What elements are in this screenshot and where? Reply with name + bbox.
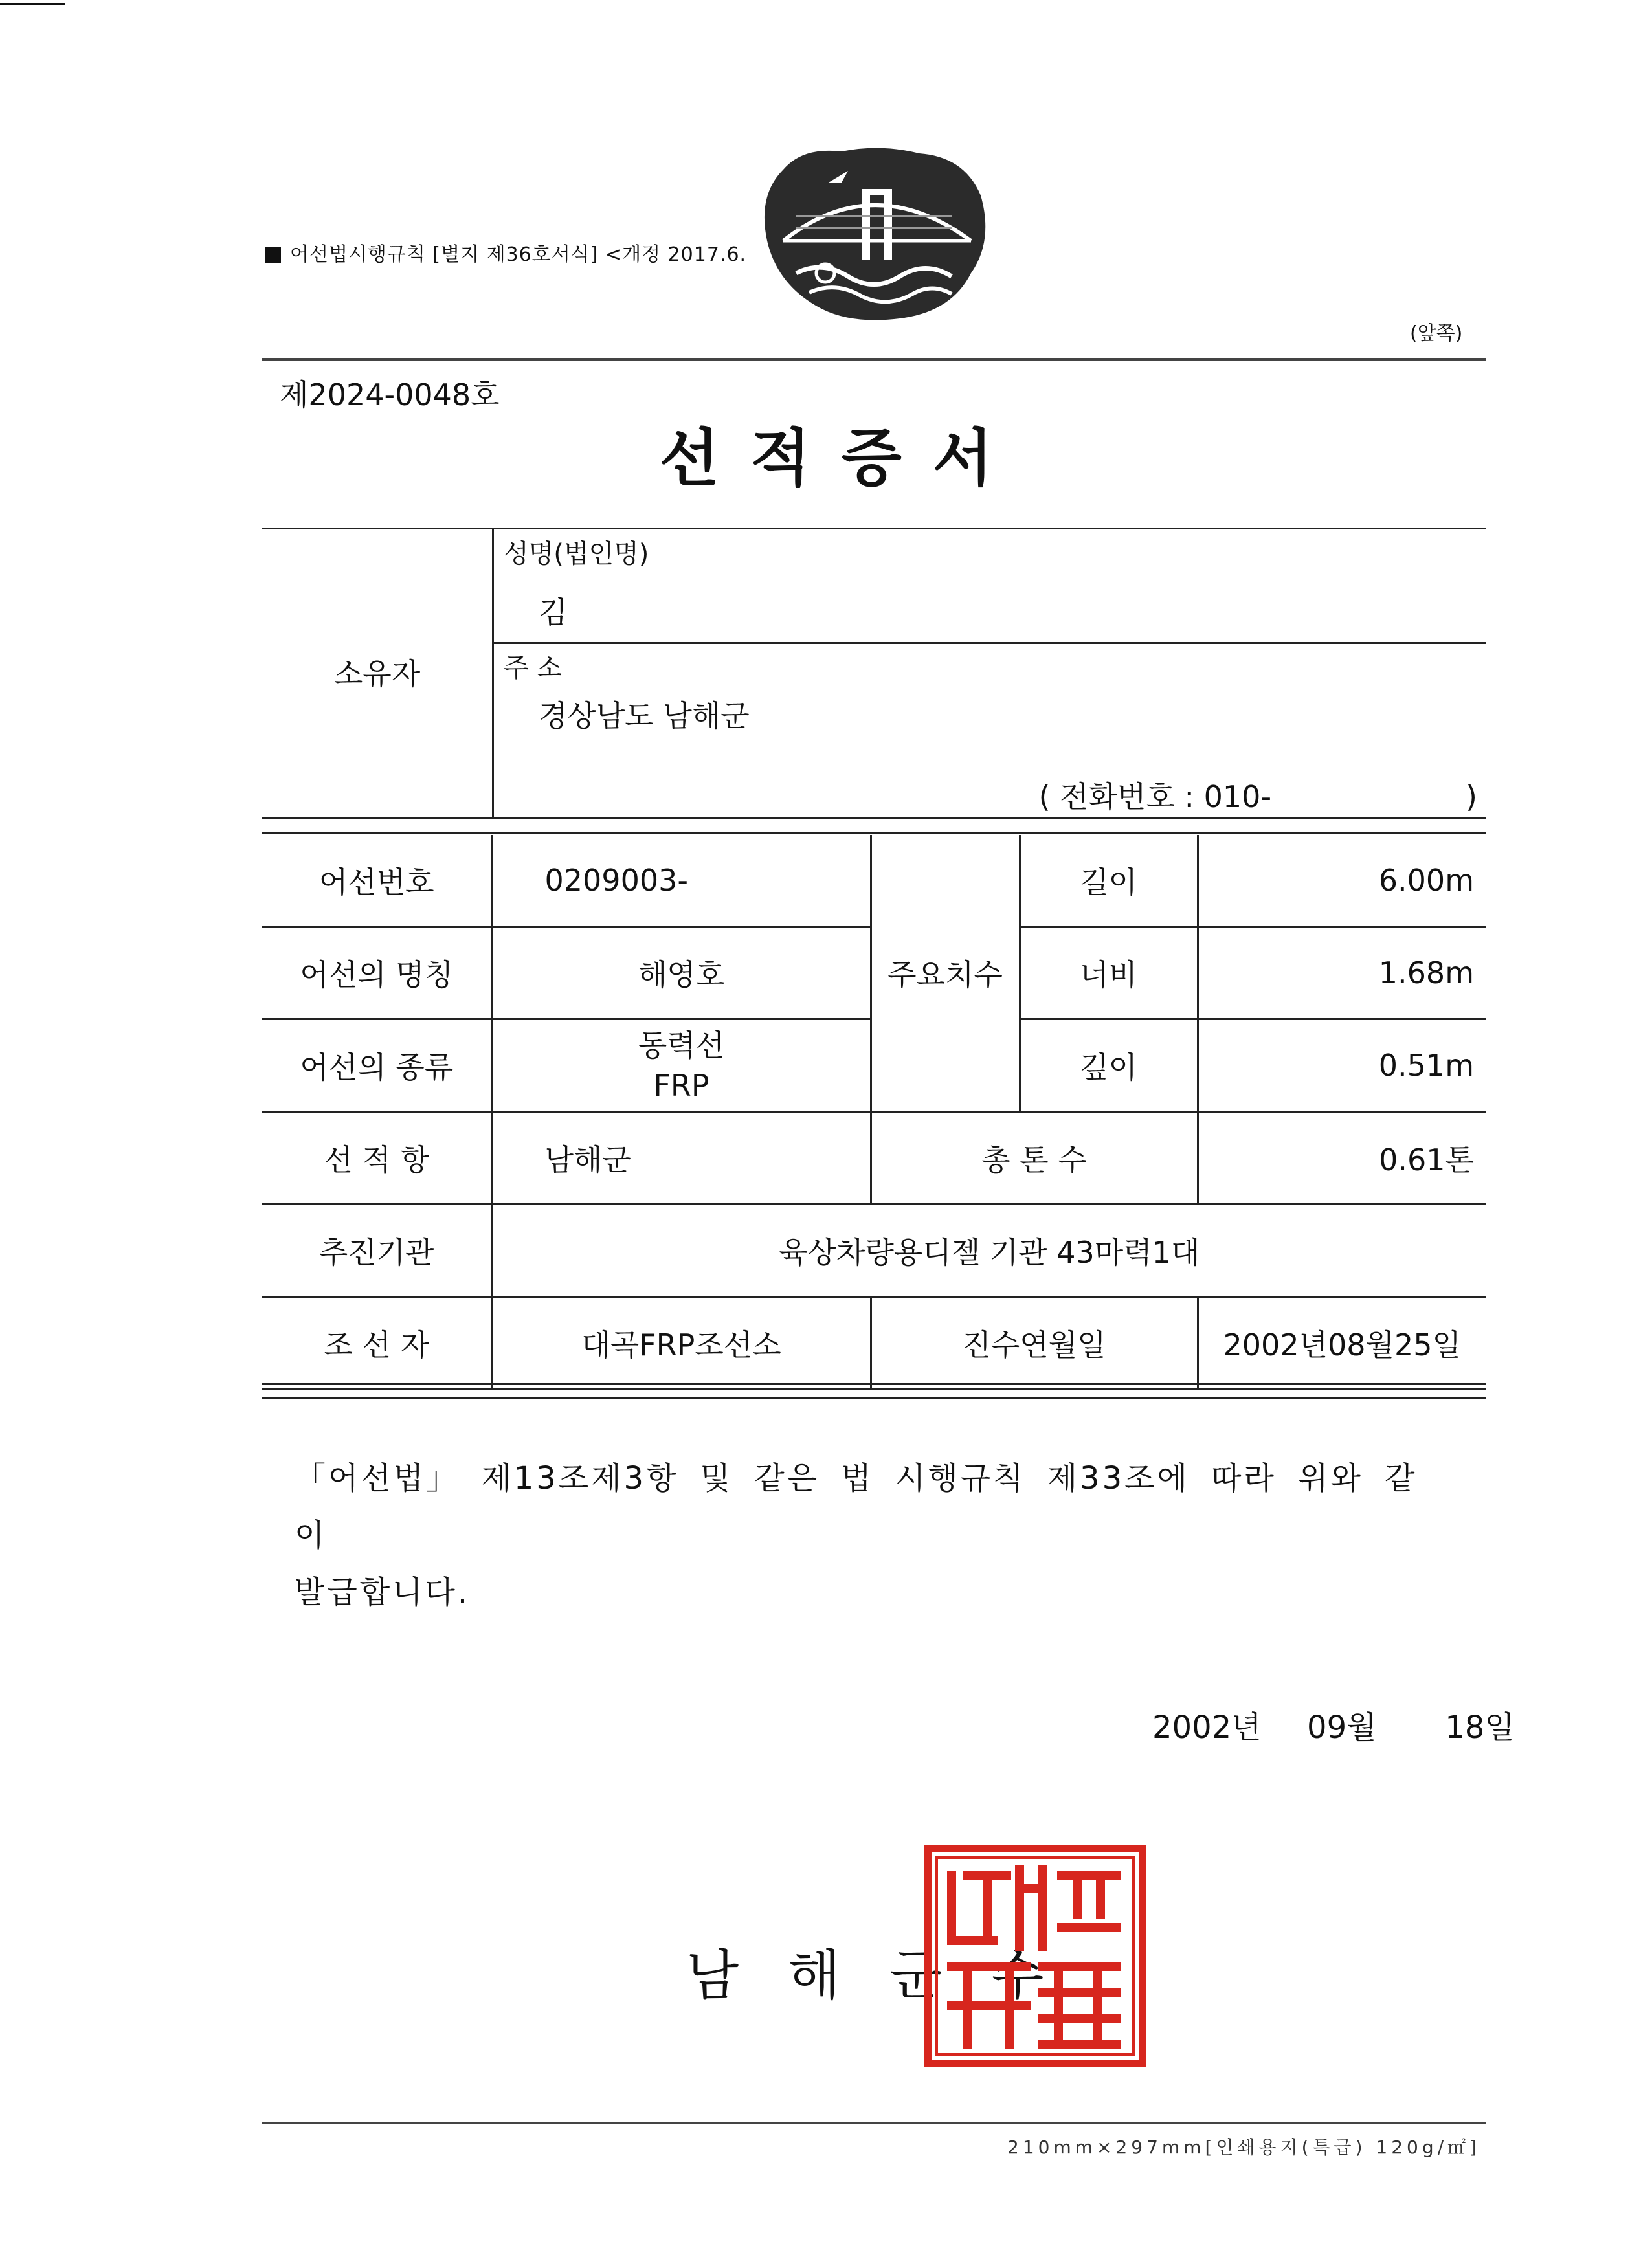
- builder-label: 조 선 자: [262, 1297, 492, 1390]
- owner-address-value: 경상남도 남해군: [539, 698, 750, 733]
- launch-date-label: 진수연월일: [871, 1297, 1198, 1390]
- table-row: [262, 1205, 1486, 1297]
- length-value: 6.00m: [1198, 835, 1486, 927]
- page-side-label: (앞쪽): [1410, 322, 1463, 345]
- owner-phone: [1039, 773, 1477, 816]
- length-label: 길이: [1020, 835, 1198, 927]
- tonnage-label: 총 톤 수: [871, 1112, 1198, 1205]
- table-double-rule-bottom-b: [262, 1397, 1486, 1399]
- vessel-details-table: [262, 835, 1486, 1390]
- dimensions-label: 주요치수: [871, 835, 1020, 1112]
- depth-value: 0.51m: [1198, 1019, 1486, 1112]
- table-row: [262, 1297, 1486, 1390]
- port-value: 남해군: [492, 1112, 871, 1205]
- launch-date-value: 2002년08월25일: [1198, 1297, 1486, 1390]
- vessel-type-value: [492, 1019, 871, 1112]
- owner-top-rule: [262, 528, 1486, 529]
- tonnage-value: 0.61톤: [1198, 1112, 1486, 1205]
- header-rule: [262, 358, 1486, 361]
- form-reference: [265, 238, 746, 267]
- phone-prefix: ( 전화번호 : 010-: [1038, 779, 1272, 814]
- width-value: 1.68m: [1198, 927, 1486, 1019]
- official-seal-stamp: [922, 1843, 1148, 2069]
- owner-name-value: 김: [539, 595, 568, 630]
- table-row: [262, 1112, 1486, 1205]
- depth-label: 깊이: [1020, 1019, 1198, 1112]
- owner-section-label: 소유자: [333, 656, 421, 691]
- statement-line-2: 발급합니다.: [295, 1574, 471, 1610]
- engine-label: 추진기관: [262, 1205, 492, 1297]
- vessel-type-line1: 동력선: [638, 1028, 725, 1063]
- vessel-number-value: 0209003-: [492, 835, 871, 927]
- document-number: 제2024-0048호: [280, 377, 500, 412]
- table-double-rule-top-b: [262, 832, 1486, 834]
- vessel-type-line2: FRP: [653, 1068, 709, 1103]
- form-reference-text: 어선법시행규칙 [별지 제36호서식] <개정 2017.6.: [290, 243, 747, 266]
- vessel-type-label: 어선의 종류: [262, 1019, 492, 1112]
- table-double-rule-top-a: [262, 817, 1486, 819]
- paper-spec: 210mm×297mm[인쇄용지(특급) 120g/㎡]: [1007, 2137, 1480, 2158]
- phone-suffix: ): [1466, 779, 1477, 814]
- county-emblem-logo: [757, 144, 990, 322]
- owner-name-label: 성명(법인명): [504, 539, 649, 569]
- black-square-icon: [265, 247, 281, 263]
- vessel-name-value: 해영호: [492, 927, 871, 1019]
- engine-value: 육상차량용디젤 기관 43마력1대: [492, 1205, 1486, 1297]
- port-label: 선 적 항: [262, 1112, 492, 1205]
- owner-inner-rule: [494, 642, 1486, 644]
- table-row: [262, 835, 1486, 927]
- table-double-rule-bottom-a: [262, 1383, 1486, 1385]
- page-title: 선적증서: [659, 422, 1024, 495]
- width-label: 너비: [1020, 927, 1198, 1019]
- vessel-number-label: 어선번호: [262, 835, 492, 927]
- issuance-statement: [295, 1450, 1434, 1621]
- builder-value: 대곡FRP조선소: [492, 1297, 871, 1390]
- corner-mark: [0, 3, 65, 5]
- statement-line-1: 「어선법」 제13조제3항 및 같은 법 시행규칙 제33조에 따라 위와 같이: [295, 1460, 1418, 1553]
- footer-rule: [262, 2122, 1486, 2124]
- owner-divider: [492, 529, 494, 817]
- issue-date: 2002년 09월 18일: [1152, 1709, 1515, 1746]
- owner-address-label: 주 소: [504, 653, 562, 683]
- vessel-name-label: 어선의 명칭: [262, 927, 492, 1019]
- issuer-name: 남해군수: [686, 1944, 1093, 2007]
